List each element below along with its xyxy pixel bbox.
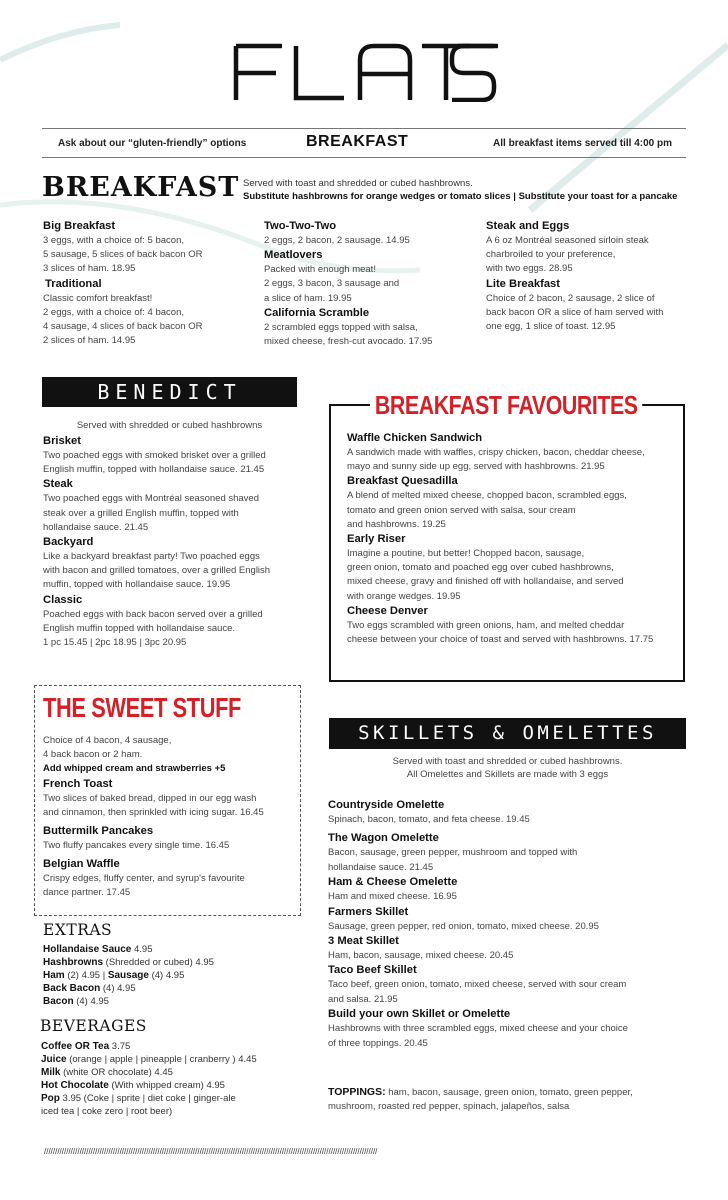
menu-item-desc: 2 scrambled eggs topped with salsa, (264, 321, 418, 333)
menu-item-desc: Spinach, bacon, tomato, and feta cheese. 19.45 (328, 814, 530, 825)
menu-item-desc: charbroiled to your preference, (486, 249, 616, 261)
menu-item-desc: Choice of 2 bacon, 2 sausage, 2 slice of (486, 292, 655, 304)
menu-item-desc: Taco beef, green onion, tomato, mixed cheese, served with sour cream (328, 979, 627, 991)
menu-item-desc: mixed cheese, fresh-cut avocado. 17.95 (264, 336, 433, 348)
beverage-row: Pop 3.95 (Coke | sprite | diet coke | ginger-ale (41, 1093, 236, 1104)
beverage-row: Juice (orange | apple | pineapple | cranberry ) 4.45 (41, 1054, 257, 1065)
breakfast-column-1 (43, 219, 253, 348)
menu-item-desc: Crispy edges, fluffy center, and syrup's favourite (43, 873, 245, 885)
menu-item-desc: mixed cheese, gravy and finished off with hollandaise, and served (347, 576, 624, 588)
breakfast-note (243, 177, 677, 203)
menu-item-name: Two-Two-Two (264, 220, 337, 232)
skillets-note (329, 755, 686, 781)
benedict-list (43, 434, 303, 650)
beverage-row: Coffee OR Tea 3.75 (41, 1041, 131, 1052)
menu-item-desc: muffin, topped with hollandaise sauce. 19.95 (43, 579, 231, 591)
menu-item-desc: English muffin, topped with hollandaise sauce. 21.45 (43, 464, 265, 476)
menu-item-desc: Two poached eggs with Montréal seasoned shaved (43, 493, 259, 505)
footer-divider: ////////////////////////////////////////////////////////////////////////////////////////////////////////////////////////////////////////////////////// (44, 1148, 378, 1156)
menu-item-name: Steak and Eggs (486, 220, 570, 232)
menu-item-desc: Poached eggs with back bacon served over a grilled (43, 608, 263, 620)
menu-item-desc: Two eggs scrambled with green onions, ham, and melted cheddar (347, 619, 625, 631)
beverages-heading: BEVERAGES (40, 1017, 147, 1035)
menu-item-desc: hollandaise sauce. 21.45 (328, 861, 434, 873)
menu-item-desc: cheese between your choice of toast and served with hashbrowns. 17.75 (347, 634, 654, 646)
menu-item-desc: Two poached eggs with smoked brisket over a grilled (43, 450, 266, 461)
menu-item-desc: 5 sausage, 5 slices of back bacon OR (43, 249, 203, 261)
menu-item-name: Waffle Chicken Sandwich (347, 432, 483, 444)
menu-item-desc: green onion, tomato and poached egg over cubed hashbrowns, (347, 562, 614, 574)
extras-list (43, 943, 293, 1008)
menu-item-name: Meatlovers (264, 249, 323, 262)
beverage-row: Hot Chocolate (With whipped cream) 4.95 (41, 1080, 225, 1091)
menu-item-name: Early Riser (347, 533, 406, 546)
menu-item-name: Breakfast Quesadilla (347, 475, 458, 488)
sweet-addon: Add whipped cream and strawberries +5 (43, 763, 226, 775)
menu-item-desc: English muffin topped with hollandaise sauce. (43, 622, 236, 634)
menu-item-name: Build your own Skillet or Omelette (328, 1008, 511, 1021)
menu-item-desc: 1 pc 15.45 | 2pc 18.95 | 3pc 20.95 (43, 637, 187, 649)
menu-item-desc: with orange wedges. 19.95 (347, 590, 461, 602)
menu-item-desc: and cinnamon, then sprinkled with icing sugar. 16.45 (43, 806, 264, 818)
menu-item-desc: back bacon OR a slice of ham served with (486, 306, 664, 318)
beverages-list (41, 1040, 301, 1118)
skillets-list (328, 798, 678, 1051)
menu-item-name: Belgian Waffle (43, 858, 120, 871)
breakfast-note-line2: Substitute hashbrowns for orange wedges or tomato slices | Substitute your toast for a pancake (243, 191, 678, 202)
extras-row: Bacon (4) 4.95 (43, 996, 109, 1007)
toppings-line1: TOPPINGS: ham, bacon, sausage, green onion, tomato, green pepper, (328, 1086, 633, 1098)
menu-item-desc: mayo and sunny side up egg, served with hashbrowns. 21.95 (347, 461, 605, 473)
menu-item-name: Lite Breakfast (486, 277, 560, 290)
menu-item-desc: A sandwich made with waffles, crispy chicken, bacon, cheddar cheese, (347, 447, 645, 458)
extras-row: Ham (2) 4.95 | Sausage (4) 4.95 (43, 970, 185, 981)
menu-item-name: Classic (43, 593, 83, 606)
skillets-note-line2: All Omelettes and Skillets are made with 3 eggs (406, 769, 609, 780)
menu-item-name: Ham & Cheese Omelette (328, 876, 458, 889)
menu-item-desc: with bacon and grilled tomatoes, over a grilled English (43, 565, 271, 577)
menu-item-name: Taco Beef Skillet (328, 964, 417, 977)
menu-item-desc: Two slices of baked bread, dipped in our egg wash (43, 792, 257, 804)
svg-text:FLATS: FLATS (232, 42, 236, 43)
menu-item-desc: 3 slices of ham. 18.95 (43, 263, 136, 275)
menu-item-name: Traditional (45, 277, 102, 290)
menu-item-desc: a slice of ham. 19.95 (264, 292, 352, 304)
menu-item-name: Countryside Omelette (328, 799, 445, 811)
menu-item-desc: Packed with enough meat! (264, 264, 376, 276)
menu-item-name: French Toast (43, 777, 113, 790)
menu-item-desc: 2 eggs, 3 bacon, 3 sausage and (264, 278, 400, 290)
menu-item-desc: Bacon, sausage, green pepper, mushroom and topped with (328, 847, 578, 859)
menu-item-name: Brisket (43, 435, 81, 447)
menu-item-desc: Ham and mixed cheese. 16.95 (328, 891, 457, 903)
menu-item-desc: A 6 oz Montréal seasoned sirloin steak (486, 235, 649, 246)
menu-item-desc: 3 eggs, with a choice of: 5 bacon, (43, 235, 185, 246)
menu-item-name: Buttermilk Pancakes (43, 825, 154, 838)
beverage-row: iced tea | coke zero | root beer) (41, 1106, 173, 1117)
menu-item-desc: Classic comfort breakfast! (43, 292, 153, 304)
menu-item-desc: and salsa. 21.95 (328, 993, 398, 1005)
extras-heading: EXTRAS (43, 921, 113, 939)
menu-item-desc: and hashbrowns. 19.25 (347, 518, 446, 530)
menu-item-name: Cheese Denver (347, 604, 428, 617)
menu-item-desc: Two fluffy pancakes every single time. 16.45 (43, 840, 230, 852)
menu-item-name: Steak (43, 478, 73, 491)
menu-item-name: 3 Meat Skillet (328, 935, 399, 948)
sweet-stuff-list (43, 734, 298, 901)
menu-item-desc: dance partner. 17.45 (43, 887, 131, 899)
strip-title: BREAKFAST (306, 133, 409, 150)
toppings-line2: mushroom, roasted red pepper, spinach, jalapeños, salsa (328, 1101, 570, 1112)
menu-item-name: Big Breakfast (43, 220, 116, 232)
favourites-heading: BREAKFAST FAVOURITES (370, 390, 643, 421)
menu-item-desc: 4 sausage, 4 slices of back bacon OR (43, 321, 203, 333)
extras-row: Hollandaise Sauce 4.95 (43, 944, 153, 955)
menu-item-desc: 2 slices of ham. 14.95 (43, 335, 136, 347)
skillets-heading: SKILLETS & OMELETTES (329, 718, 686, 749)
menu-item-desc: 2 eggs, with a choice of: 4 bacon, (43, 306, 185, 318)
sweet-stuff-heading: THE SWEET STUFF (43, 692, 241, 723)
extras-row: Hashbrowns (Shredded or cubed) 4.95 (43, 957, 214, 968)
menu-item-desc: Imagine a poutine, but better! Chopped bacon, sausage, (347, 548, 585, 560)
menu-item-desc: 2 eggs, 2 bacon, 2 sausage. 14.95 (264, 235, 410, 246)
menu-item-desc: tomato and green onion served with salsa, sour cream (347, 504, 576, 516)
toppings-note (328, 1085, 668, 1114)
menu-item-name: Backyard (43, 536, 94, 549)
sweet-intro: 4 back bacon or 2 ham. (43, 749, 143, 761)
skillets-note-line1: Served with toast and shredded or cubed hashbrowns. (392, 756, 623, 767)
breakfast-heading: BREAKFAST (42, 172, 240, 203)
benedict-note: Served with shredded or cubed hashbrowns (76, 420, 263, 431)
extras-row: Back Bacon (4) 4.95 (43, 983, 136, 994)
menu-item-desc: A blend of melted mixed cheese, chopped bacon, scrambled eggs, (347, 490, 627, 502)
beverage-row: Milk (white OR chocolate) 4.45 (41, 1067, 173, 1078)
favourites-list (347, 431, 679, 647)
menu-item-desc: one egg, 1 slice of toast. 12.95 (486, 321, 616, 333)
sweet-intro: Choice of 4 bacon, 4 sausage, (43, 735, 172, 746)
menu-item-desc: steak over a grilled English muffin, topped with (43, 507, 239, 519)
breakfast-column-2 (264, 219, 474, 349)
gluten-friendly-note: Ask about our “gluten-friendly” options (58, 138, 247, 149)
menu-item-name: California Scramble (264, 306, 370, 319)
benedict-heading: BENEDICT (42, 377, 297, 407)
breakfast-note-line1: Served with toast and shredded or cubed hashbrowns. (243, 178, 473, 189)
menu-item-desc: Sausage, green pepper, red onion, tomato, mixed cheese. 20.95 (328, 920, 599, 932)
menu-item-desc: of three toppings. 20.45 (328, 1037, 428, 1049)
info-strip (42, 128, 686, 158)
menu-item-name: The Wagon Omelette (328, 832, 439, 845)
menu-item-desc: with two eggs. 28.95 (486, 263, 573, 275)
menu-item-desc: Ham, bacon, sausage, mixed cheese. 20.45 (328, 950, 514, 962)
breakfast-column-3 (486, 219, 691, 334)
menu-item-desc: Hashbrowns with three scrambled eggs, mixed cheese and your choice (328, 1023, 628, 1035)
menu-item-name: Farmers Skillet (328, 905, 409, 918)
menu-item-desc: hollandaise sauce. 21.45 (43, 521, 149, 533)
flats-logo (232, 42, 500, 102)
menu-item-desc: Like a backyard breakfast party! Two poached eggs (43, 551, 260, 563)
serving-hours-note: All breakfast items served till 4:00 pm (493, 138, 672, 149)
